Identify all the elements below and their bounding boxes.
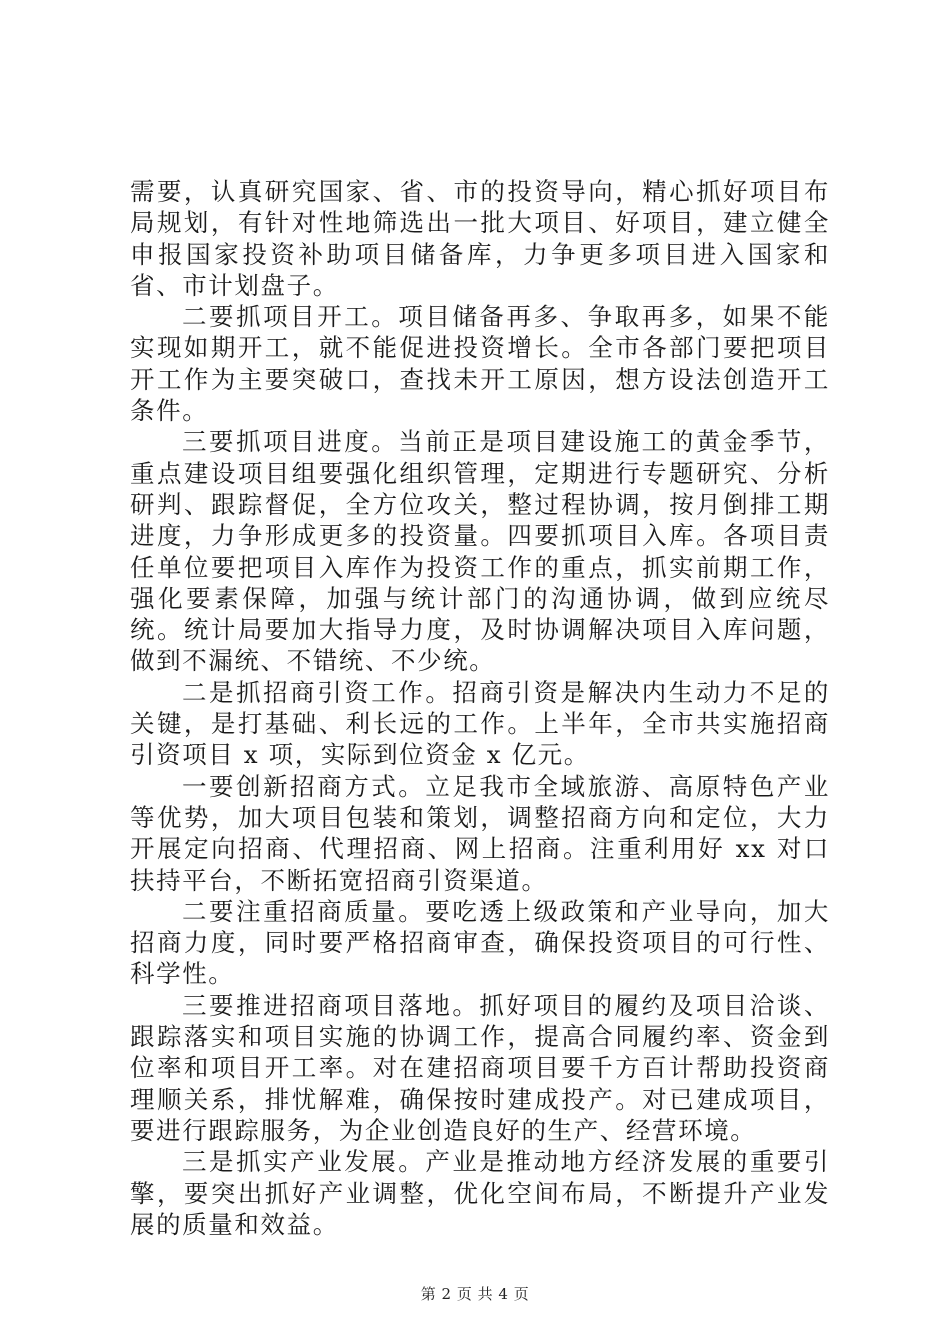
paragraph-3: 三要抓项目进度。当前正是项目建设施工的黄金季节，重点建设项目组要强化组织管理，定期进行专题研究、分析研判、跟踪督促，全方位攻关，整过程协调，按月倒排工期进度，力争形成更多的投资量。四要抓项目入库。各项目责任单位要把项目入库作为投资工作的重点，抓实前期工作，强化要素保障，加强与统计部门的沟通协调，做到应统尽统。统计局要加大指导力度，及时协调解决项目入库问题，做到不漏统、不错统、不少统。	[130, 427, 830, 676]
page-footer: 第 2 页 共 4 页	[420, 1285, 530, 1303]
paragraph-6: 二要注重招商质量。要吃透上级政策和产业导向，加大招商力度，同时要严格招商审查，确保投资项目的可行性、科学性。	[130, 896, 830, 989]
paragraph-2: 二要抓项目开工。项目储备再多、争取再多，如果不能实现如期开工，就不能促进投资增长。全市各部门要把项目开工作为主要突破口，查找未开工原因，想方设法创造开工条件。	[130, 302, 830, 426]
paragraph-5: 一要创新招商方式。立足我市全域旅游、高原特色产业等优势，加大项目包装和策划，调整招商方向和定位，大力开展定向招商、代理招商、网上招商。注重利用好 xx 对口扶持平台，不断拓宽招商引资渠道。	[130, 771, 830, 895]
paragraph-7: 三要推进招商项目落地。抓好项目的履约及项目洽谈、跟踪落实和项目实施的协调工作，提高合同履约率、资金到位率和项目开工率。对在建招商项目要千方百计帮助投资商理顺关系，排忧解难，确保按时建成投产。对已建成项目，要进行跟踪服务，为企业创造良好的生产、经营环境。	[130, 990, 830, 1145]
paragraph-4: 二是抓招商引资工作。招商引资是解决内生动力不足的关键，是打基础、利长远的工作。上半年，全市共实施招商引资项目 x 项，实际到位资金 x 亿元。	[130, 677, 830, 770]
paragraph-8: 三是抓实产业发展。产业是推动地方经济发展的重要引擎，要突出抓好产业调整，优化空间布局，不断提升产业发展的质量和效益。	[130, 1147, 830, 1239]
document-body	[130, 176, 830, 1240]
paragraph-1: 需要，认真研究国家、省、市的投资导向，精心抓好项目布局规划，有针对性地筛选出一批大项目、好项目，建立健全申报国家投资补助项目储备库，力争更多项目进入国家和省、市计划盘子。	[130, 177, 830, 300]
